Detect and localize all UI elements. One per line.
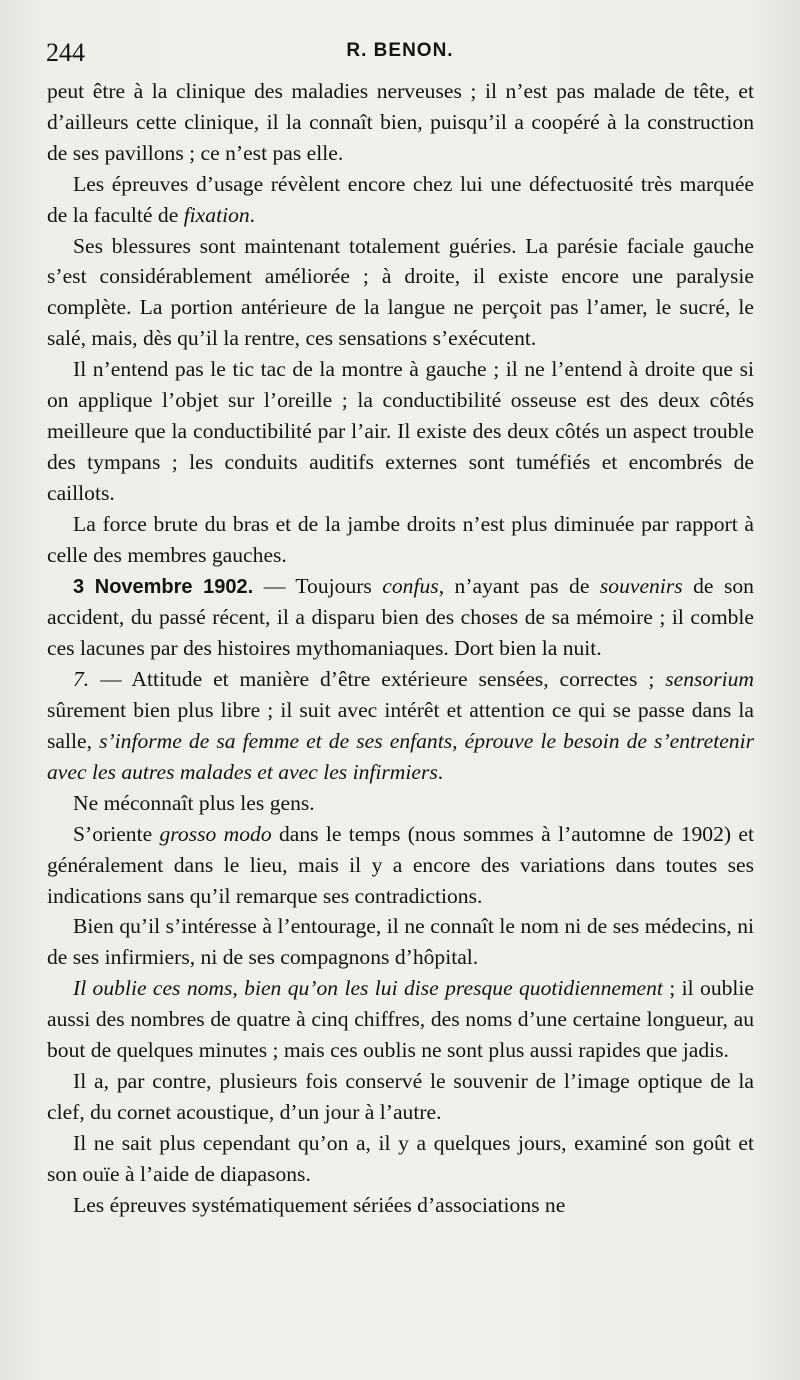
dated-entry: 3 Novembre 1902. — Toujours confus, n’ayant pas de souvenirs de son accident, du passé récent, il a disparu bien des choses de sa mémoire ; il comble ces lacunes par des histoires mythomaniaques. Dort bien la nuit. xyxy=(47,573,754,661)
paragraph: 7. — Attitude et manière d’être extérieure sensées, correctes ; sensorium sûrement bien plus libre ; il suit avec intérêt et attention ce qui se passe dans la salle, s’informe de sa femme et de ses enfants, éprouve le besoin de s’entretenir avec les autres malades et avec les infirmiers. xyxy=(47,667,754,784)
paragraph: Il ne sait plus cependant qu’on a, il y a quelques jours, examiné son goût et son ouïe à l’aide de diapasons. xyxy=(47,1130,754,1186)
paragraph: Il oublie ces noms, bien qu’on les lui dise presque quotidiennement ; il oublie aussi des nombres de quatre à cinq chiffres, des noms d’une certaine longueur, au bout de quelques minutes ; mais ces oublis ne sont plus aussi rapides que jadis. xyxy=(47,976,754,1063)
paragraph: Il a, par contre, plusieurs fois conservé le souvenir de l’image optique de la clef, du cornet acoustique, d’un jour à l’autre. xyxy=(47,1069,754,1124)
page-header xyxy=(46,36,754,70)
paragraph: Il n’entend pas le tic tac de la montre à gauche ; il ne l’entend à droite que si on applique l’objet sur l’oreille ; la conductibilité osseuse est des deux côtés meilleure que la conductibilité par l’air. Il existe des deux côtés un aspect trouble des tympans ; les conduits auditifs externes sont tuméfiés et encombrés de caillots. xyxy=(47,357,754,505)
page-number: 244 xyxy=(46,38,85,67)
paragraph: S’oriente grosso modo dans le temps (nous sommes à l’automne de 1902) et généralement dans le lieu, mais il y a encore des variations dans toutes ses indications sans qu’il remarque ses contradictions. xyxy=(47,821,754,908)
paragraph: La force brute du bras et de la jambe droits n’est plus diminuée par rapport à celle des membres gauches. xyxy=(47,511,754,567)
paragraph: Ses blessures sont maintenant totalement guéries. La parésie faciale gauche s’est considérablement améliorée ; à droite, il existe encore une paralysie complète. La portion antérieure de la langue ne perçoit pas l’amer, le sucré, le salé, mais, dès qu’il la rentre, ces sensations s’exécutent. xyxy=(47,233,754,351)
body-text xyxy=(47,76,754,1221)
paragraph: Les épreuves d’usage révèlent encore chez lui une défectuosité très marquée de la faculté de fixation. xyxy=(47,171,754,227)
running-head: R. BENON. xyxy=(346,40,454,61)
entry-date: 3 Novembre 1902. xyxy=(73,575,254,598)
paragraph: peut être à la clinique des maladies nerveuses ; il n’est pas malade de tête, et d’ailleurs cette clinique, il la connaît bien, puisqu’il a coopéré à la construction de ses pavillons ; ce n’est pas elle. xyxy=(47,79,754,165)
paragraph: Bien qu’il s’intéresse à l’entourage, il ne connaît le nom ni de ses médecins, ni de ses infirmiers, ni de ses compagnons d’hôpital. xyxy=(47,914,754,970)
paragraph: Ne méconnaît plus les gens. xyxy=(73,790,315,815)
paragraph: Les épreuves systématiquement sériées d’associations ne xyxy=(73,1192,566,1217)
